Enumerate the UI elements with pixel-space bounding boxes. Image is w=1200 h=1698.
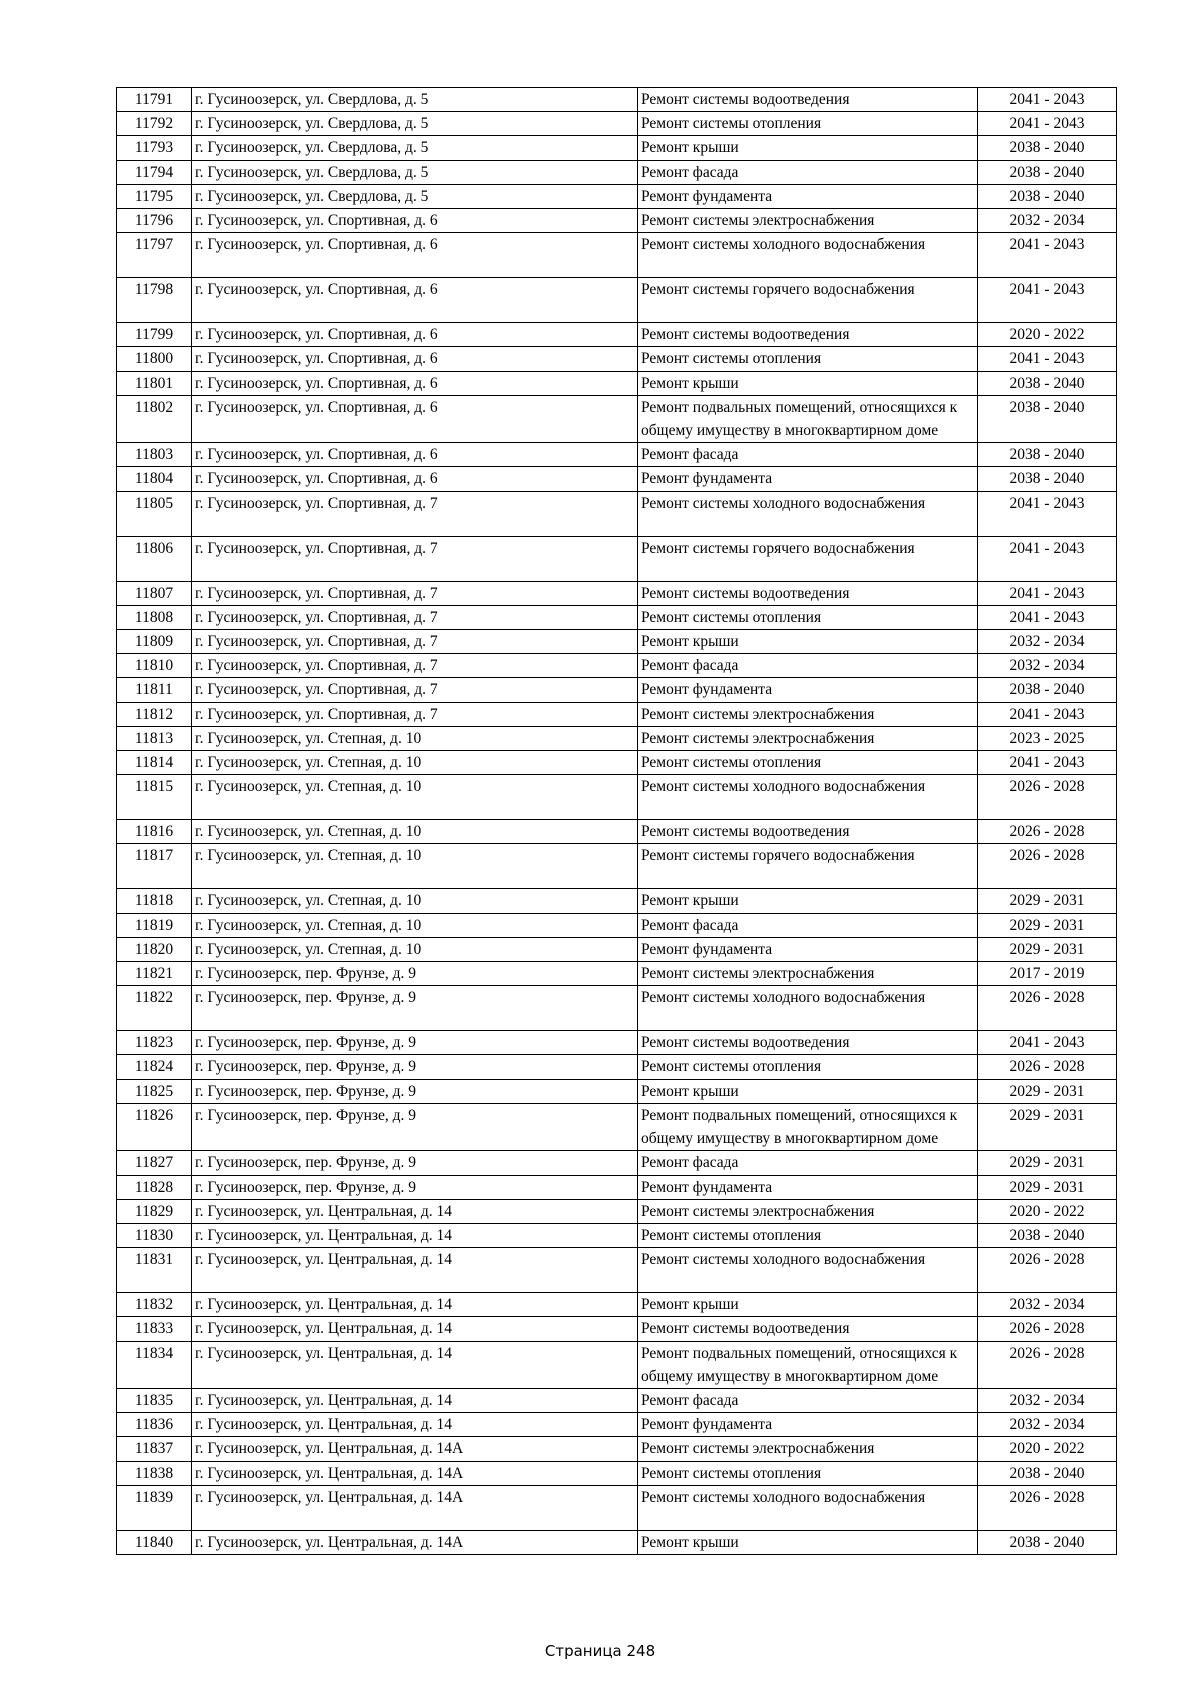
period-cell: 2026 - 2028 xyxy=(978,1485,1117,1530)
row-number-cell: 11810 xyxy=(117,654,192,678)
work-type-cell: Ремонт системы холодного водоснабжения xyxy=(638,491,978,536)
table-row xyxy=(117,751,1117,775)
address-cell: г. Гусиноозерск, ул. Центральная, д. 14А xyxy=(192,1530,638,1554)
address-cell: г. Гусиноозерск, ул. Спортивная, д. 6 xyxy=(192,323,638,347)
work-type-cell: Ремонт системы холодного водоснабжения xyxy=(638,233,978,278)
work-type-cell: Ремонт системы холодного водоснабжения xyxy=(638,775,978,820)
work-type-cell: Ремонт фасада xyxy=(638,160,978,184)
row-number-cell: 11838 xyxy=(117,1461,192,1485)
address-cell: г. Гусиноозерск, ул. Спортивная, д. 6 xyxy=(192,395,638,442)
address-cell: г. Гусиноозерск, ул. Центральная, д. 14 xyxy=(192,1341,638,1388)
address-cell: г. Гусиноозерск, ул. Спортивная, д. 7 xyxy=(192,581,638,605)
work-type-cell: Ремонт фасада xyxy=(638,654,978,678)
row-number-cell: 11836 xyxy=(117,1413,192,1437)
row-number-cell: 11821 xyxy=(117,962,192,986)
table-row xyxy=(117,1175,1117,1199)
period-cell: 2029 - 2031 xyxy=(978,1151,1117,1175)
table-row xyxy=(117,1079,1117,1103)
row-number-cell: 11807 xyxy=(117,581,192,605)
period-cell: 2038 - 2040 xyxy=(978,395,1117,442)
row-number-cell: 11828 xyxy=(117,1175,192,1199)
work-type-cell: Ремонт фундамента xyxy=(638,678,978,702)
table-row xyxy=(117,1388,1117,1412)
address-cell: г. Гусиноозерск, ул. Спортивная, д. 6 xyxy=(192,233,638,278)
period-cell: 2026 - 2028 xyxy=(978,1341,1117,1388)
period-cell: 2041 - 2043 xyxy=(978,233,1117,278)
table-row xyxy=(117,1293,1117,1317)
address-cell: г. Гусиноозерск, ул. Центральная, д. 14 xyxy=(192,1317,638,1341)
table-row xyxy=(117,630,1117,654)
period-cell: 2032 - 2034 xyxy=(978,630,1117,654)
address-cell: г. Гусиноозерск, ул. Центральная, д. 14 xyxy=(192,1388,638,1412)
row-number-cell: 11796 xyxy=(117,209,192,233)
address-cell: г. Гусиноозерск, пер. Фрунзе, д. 9 xyxy=(192,1055,638,1079)
row-number-cell: 11814 xyxy=(117,751,192,775)
address-cell: г. Гусиноозерск, ул. Центральная, д. 14 xyxy=(192,1413,638,1437)
table-row xyxy=(117,371,1117,395)
row-number-cell: 11815 xyxy=(117,775,192,820)
address-cell: г. Гусиноозерск, пер. Фрунзе, д. 9 xyxy=(192,1079,638,1103)
work-type-cell: Ремонт крыши xyxy=(638,371,978,395)
row-number-cell: 11817 xyxy=(117,844,192,889)
table-row xyxy=(117,160,1117,184)
row-number-cell: 11835 xyxy=(117,1388,192,1412)
row-number-cell: 11793 xyxy=(117,136,192,160)
table-row xyxy=(117,678,1117,702)
address-cell: г. Гусиноозерск, ул. Степная, д. 10 xyxy=(192,751,638,775)
table-row xyxy=(117,702,1117,726)
period-cell: 2041 - 2043 xyxy=(978,751,1117,775)
period-cell: 2038 - 2040 xyxy=(978,184,1117,208)
work-type-cell: Ремонт подвальных помещений, относящихся к общему имуществу в многоквартирном доме xyxy=(638,1341,978,1388)
row-number-cell: 11833 xyxy=(117,1317,192,1341)
period-cell: 2032 - 2034 xyxy=(978,654,1117,678)
period-cell: 2026 - 2028 xyxy=(978,775,1117,820)
table-row xyxy=(117,986,1117,1031)
row-number-cell: 11802 xyxy=(117,395,192,442)
work-type-cell: Ремонт системы холодного водоснабжения xyxy=(638,986,978,1031)
work-type-cell: Ремонт системы горячего водоснабжения xyxy=(638,844,978,889)
period-cell: 2041 - 2043 xyxy=(978,536,1117,581)
period-cell: 2038 - 2040 xyxy=(978,1461,1117,1485)
address-cell: г. Гусиноозерск, ул. Свердлова, д. 5 xyxy=(192,112,638,136)
work-type-cell: Ремонт фундамента xyxy=(638,184,978,208)
period-cell: 2038 - 2040 xyxy=(978,160,1117,184)
work-type-cell: Ремонт системы водоотведения xyxy=(638,323,978,347)
table-row xyxy=(117,962,1117,986)
period-cell: 2029 - 2031 xyxy=(978,1175,1117,1199)
row-number-cell: 11798 xyxy=(117,278,192,323)
work-type-cell: Ремонт системы электроснабжения xyxy=(638,726,978,750)
address-cell: г. Гусиноозерск, ул. Свердлова, д. 5 xyxy=(192,136,638,160)
address-cell: г. Гусиноозерск, ул. Спортивная, д. 6 xyxy=(192,209,638,233)
address-cell: г. Гусиноозерск, ул. Свердлова, д. 5 xyxy=(192,184,638,208)
work-type-cell: Ремонт системы водоотведения xyxy=(638,1031,978,1055)
row-number-cell: 11834 xyxy=(117,1341,192,1388)
work-type-cell: Ремонт системы электроснабжения xyxy=(638,702,978,726)
address-cell: г. Гусиноозерск, ул. Степная, д. 10 xyxy=(192,913,638,937)
period-cell: 2029 - 2031 xyxy=(978,1103,1117,1150)
address-cell: г. Гусиноозерск, ул. Спортивная, д. 7 xyxy=(192,536,638,581)
row-number-cell: 11816 xyxy=(117,820,192,844)
row-number-cell: 11812 xyxy=(117,702,192,726)
work-type-cell: Ремонт системы отопления xyxy=(638,605,978,629)
address-cell: г. Гусиноозерск, ул. Степная, д. 10 xyxy=(192,726,638,750)
period-cell: 2041 - 2043 xyxy=(978,491,1117,536)
work-type-cell: Ремонт системы отопления xyxy=(638,751,978,775)
address-cell: г. Гусиноозерск, ул. Спортивная, д. 7 xyxy=(192,605,638,629)
work-type-cell: Ремонт системы электроснабжения xyxy=(638,962,978,986)
row-number-cell: 11808 xyxy=(117,605,192,629)
work-type-cell: Ремонт фасада xyxy=(638,913,978,937)
table-row xyxy=(117,136,1117,160)
address-cell: г. Гусиноозерск, пер. Фрунзе, д. 9 xyxy=(192,1031,638,1055)
table-row xyxy=(117,581,1117,605)
period-cell: 2017 - 2019 xyxy=(978,962,1117,986)
table-row xyxy=(117,726,1117,750)
address-cell: г. Гусиноозерск, ул. Спортивная, д. 6 xyxy=(192,443,638,467)
table-row xyxy=(117,1055,1117,1079)
row-number-cell: 11822 xyxy=(117,986,192,1031)
period-cell: 2026 - 2028 xyxy=(978,820,1117,844)
address-cell: г. Гусиноозерск, пер. Фрунзе, д. 9 xyxy=(192,1151,638,1175)
address-cell: г. Гусиноозерск, ул. Центральная, д. 14 xyxy=(192,1223,638,1247)
row-number-cell: 11809 xyxy=(117,630,192,654)
row-number-cell: 11832 xyxy=(117,1293,192,1317)
work-type-cell: Ремонт системы отопления xyxy=(638,1223,978,1247)
work-type-cell: Ремонт фундамента xyxy=(638,1175,978,1199)
table-row xyxy=(117,112,1117,136)
table-row xyxy=(117,1530,1117,1554)
table-row xyxy=(117,1223,1117,1247)
address-cell: г. Гусиноозерск, пер. Фрунзе, д. 9 xyxy=(192,1175,638,1199)
table-row xyxy=(117,536,1117,581)
row-number-cell: 11799 xyxy=(117,323,192,347)
row-number-cell: 11811 xyxy=(117,678,192,702)
address-cell: г. Гусиноозерск, ул. Спортивная, д. 6 xyxy=(192,347,638,371)
page-number: Страница 248 xyxy=(544,1642,656,1660)
period-cell: 2041 - 2043 xyxy=(978,1031,1117,1055)
row-number-cell: 11806 xyxy=(117,536,192,581)
works-schedule-table xyxy=(116,87,1117,1555)
table-row xyxy=(117,491,1117,536)
period-cell: 2041 - 2043 xyxy=(978,702,1117,726)
address-cell: г. Гусиноозерск, пер. Фрунзе, д. 9 xyxy=(192,986,638,1031)
row-number-cell: 11839 xyxy=(117,1485,192,1530)
address-cell: г. Гусиноозерск, ул. Свердлова, д. 5 xyxy=(192,160,638,184)
table-row xyxy=(117,605,1117,629)
address-cell: г. Гусиноозерск, ул. Спортивная, д. 7 xyxy=(192,678,638,702)
period-cell: 2041 - 2043 xyxy=(978,278,1117,323)
address-cell: г. Гусиноозерск, ул. Спортивная, д. 6 xyxy=(192,467,638,491)
address-cell: г. Гусиноозерск, ул. Спортивная, д. 6 xyxy=(192,278,638,323)
work-type-cell: Ремонт фундамента xyxy=(638,1413,978,1437)
address-cell: г. Гусиноозерск, ул. Спортивная, д. 7 xyxy=(192,702,638,726)
period-cell: 2038 - 2040 xyxy=(978,1530,1117,1554)
work-type-cell: Ремонт фасада xyxy=(638,1151,978,1175)
work-type-cell: Ремонт системы горячего водоснабжения xyxy=(638,278,978,323)
work-type-cell: Ремонт фасада xyxy=(638,1388,978,1412)
work-type-cell: Ремонт системы водоотведения xyxy=(638,581,978,605)
row-number-cell: 11797 xyxy=(117,233,192,278)
table-row xyxy=(117,937,1117,961)
period-cell: 2038 - 2040 xyxy=(978,371,1117,395)
period-cell: 2026 - 2028 xyxy=(978,986,1117,1031)
table-row xyxy=(117,1031,1117,1055)
table-row xyxy=(117,1199,1117,1223)
table-body xyxy=(117,88,1117,1555)
work-type-cell: Ремонт крыши xyxy=(638,889,978,913)
work-type-cell: Ремонт системы холодного водоснабжения xyxy=(638,1248,978,1293)
row-number-cell: 11823 xyxy=(117,1031,192,1055)
address-cell: г. Гусиноозерск, ул. Спортивная, д. 7 xyxy=(192,630,638,654)
row-number-cell: 11805 xyxy=(117,491,192,536)
period-cell: 2032 - 2034 xyxy=(978,209,1117,233)
work-type-cell: Ремонт крыши xyxy=(638,630,978,654)
address-cell: г. Гусиноозерск, ул. Центральная, д. 14А xyxy=(192,1461,638,1485)
table-row xyxy=(117,443,1117,467)
address-cell: г. Гусиноозерск, ул. Степная, д. 10 xyxy=(192,889,638,913)
period-cell: 2029 - 2031 xyxy=(978,889,1117,913)
address-cell: г. Гусиноозерск, ул. Центральная, д. 14 xyxy=(192,1199,638,1223)
row-number-cell: 11826 xyxy=(117,1103,192,1150)
work-type-cell: Ремонт крыши xyxy=(638,1293,978,1317)
work-type-cell: Ремонт системы электроснабжения xyxy=(638,1437,978,1461)
table-row xyxy=(117,654,1117,678)
row-number-cell: 11837 xyxy=(117,1437,192,1461)
row-number-cell: 11829 xyxy=(117,1199,192,1223)
work-type-cell: Ремонт крыши xyxy=(638,136,978,160)
work-type-cell: Ремонт системы водоотведения xyxy=(638,820,978,844)
table-row xyxy=(117,1248,1117,1293)
work-type-cell: Ремонт системы электроснабжения xyxy=(638,209,978,233)
address-cell: г. Гусиноозерск, ул. Степная, д. 10 xyxy=(192,844,638,889)
row-number-cell: 11840 xyxy=(117,1530,192,1554)
work-type-cell: Ремонт подвальных помещений, относящихся к общему имуществу в многоквартирном доме xyxy=(638,1103,978,1150)
address-cell: г. Гусиноозерск, ул. Степная, д. 10 xyxy=(192,937,638,961)
period-cell: 2038 - 2040 xyxy=(978,678,1117,702)
table-row xyxy=(117,820,1117,844)
period-cell: 2041 - 2043 xyxy=(978,605,1117,629)
period-cell: 2029 - 2031 xyxy=(978,1079,1117,1103)
period-cell: 2041 - 2043 xyxy=(978,88,1117,112)
period-cell: 2026 - 2028 xyxy=(978,1055,1117,1079)
table-row xyxy=(117,913,1117,937)
table-row xyxy=(117,323,1117,347)
address-cell: г. Гусиноозерск, ул. Свердлова, д. 5 xyxy=(192,88,638,112)
work-type-cell: Ремонт системы электроснабжения xyxy=(638,1199,978,1223)
work-type-cell: Ремонт системы водоотведения xyxy=(638,1317,978,1341)
address-cell: г. Гусиноозерск, ул. Центральная, д. 14А xyxy=(192,1485,638,1530)
address-cell: г. Гусиноозерск, ул. Центральная, д. 14А xyxy=(192,1437,638,1461)
table-row xyxy=(117,1437,1117,1461)
work-type-cell: Ремонт фасада xyxy=(638,443,978,467)
table-row xyxy=(117,347,1117,371)
address-cell: г. Гусиноозерск, ул. Центральная, д. 14 xyxy=(192,1248,638,1293)
period-cell: 2020 - 2022 xyxy=(978,1437,1117,1461)
row-number-cell: 11827 xyxy=(117,1151,192,1175)
table-row xyxy=(117,1151,1117,1175)
work-type-cell: Ремонт крыши xyxy=(638,1079,978,1103)
period-cell: 2032 - 2034 xyxy=(978,1413,1117,1437)
address-cell: г. Гусиноозерск, пер. Фрунзе, д. 9 xyxy=(192,1103,638,1150)
period-cell: 2020 - 2022 xyxy=(978,323,1117,347)
period-cell: 2038 - 2040 xyxy=(978,1223,1117,1247)
table-row xyxy=(117,88,1117,112)
row-number-cell: 11804 xyxy=(117,467,192,491)
period-cell: 2041 - 2043 xyxy=(978,581,1117,605)
table-row xyxy=(117,1317,1117,1341)
period-cell: 2032 - 2034 xyxy=(978,1388,1117,1412)
row-number-cell: 11801 xyxy=(117,371,192,395)
period-cell: 2038 - 2040 xyxy=(978,443,1117,467)
period-cell: 2020 - 2022 xyxy=(978,1199,1117,1223)
table-row xyxy=(117,209,1117,233)
table-row xyxy=(117,184,1117,208)
row-number-cell: 11825 xyxy=(117,1079,192,1103)
row-number-cell: 11800 xyxy=(117,347,192,371)
period-cell: 2026 - 2028 xyxy=(978,844,1117,889)
table-row xyxy=(117,889,1117,913)
table-row xyxy=(117,278,1117,323)
row-number-cell: 11803 xyxy=(117,443,192,467)
address-cell: г. Гусиноозерск, ул. Степная, д. 10 xyxy=(192,775,638,820)
work-type-cell: Ремонт системы холодного водоснабжения xyxy=(638,1485,978,1530)
row-number-cell: 11831 xyxy=(117,1248,192,1293)
work-type-cell: Ремонт фундамента xyxy=(638,467,978,491)
period-cell: 2032 - 2034 xyxy=(978,1293,1117,1317)
work-type-cell: Ремонт фундамента xyxy=(638,937,978,961)
table-row xyxy=(117,467,1117,491)
work-type-cell: Ремонт подвальных помещений, относящихся к общему имуществу в многоквартирном доме xyxy=(638,395,978,442)
table-row xyxy=(117,775,1117,820)
address-cell: г. Гусиноозерск, ул. Спортивная, д. 6 xyxy=(192,371,638,395)
period-cell: 2038 - 2040 xyxy=(978,136,1117,160)
address-cell: г. Гусиноозерск, ул. Спортивная, д. 7 xyxy=(192,654,638,678)
row-number-cell: 11794 xyxy=(117,160,192,184)
row-number-cell: 11795 xyxy=(117,184,192,208)
period-cell: 2026 - 2028 xyxy=(978,1317,1117,1341)
table-row xyxy=(117,844,1117,889)
table-row xyxy=(117,1103,1117,1150)
row-number-cell: 11824 xyxy=(117,1055,192,1079)
address-cell: г. Гусиноозерск, ул. Центральная, д. 14 xyxy=(192,1293,638,1317)
table-row xyxy=(117,1341,1117,1388)
period-cell: 2026 - 2028 xyxy=(978,1248,1117,1293)
work-type-cell: Ремонт системы водоотведения xyxy=(638,88,978,112)
table-row xyxy=(117,1413,1117,1437)
row-number-cell: 11819 xyxy=(117,913,192,937)
period-cell: 2041 - 2043 xyxy=(978,112,1117,136)
table-row xyxy=(117,1485,1117,1530)
period-cell: 2038 - 2040 xyxy=(978,467,1117,491)
table-row xyxy=(117,233,1117,278)
work-type-cell: Ремонт системы отопления xyxy=(638,347,978,371)
work-type-cell: Ремонт системы отопления xyxy=(638,1461,978,1485)
row-number-cell: 11830 xyxy=(117,1223,192,1247)
row-number-cell: 11818 xyxy=(117,889,192,913)
row-number-cell: 11820 xyxy=(117,937,192,961)
table-row xyxy=(117,395,1117,442)
address-cell: г. Гусиноозерск, ул. Спортивная, д. 7 xyxy=(192,491,638,536)
period-cell: 2023 - 2025 xyxy=(978,726,1117,750)
address-cell: г. Гусиноозерск, пер. Фрунзе, д. 9 xyxy=(192,962,638,986)
table-row xyxy=(117,1461,1117,1485)
address-cell: г. Гусиноозерск, ул. Степная, д. 10 xyxy=(192,820,638,844)
row-number-cell: 11792 xyxy=(117,112,192,136)
row-number-cell: 11791 xyxy=(117,88,192,112)
work-type-cell: Ремонт крыши xyxy=(638,1530,978,1554)
period-cell: 2041 - 2043 xyxy=(978,347,1117,371)
work-type-cell: Ремонт системы горячего водоснабжения xyxy=(638,536,978,581)
period-cell: 2029 - 2031 xyxy=(978,913,1117,937)
row-number-cell: 11813 xyxy=(117,726,192,750)
work-type-cell: Ремонт системы отопления xyxy=(638,1055,978,1079)
work-type-cell: Ремонт системы отопления xyxy=(638,112,978,136)
period-cell: 2029 - 2031 xyxy=(978,937,1117,961)
